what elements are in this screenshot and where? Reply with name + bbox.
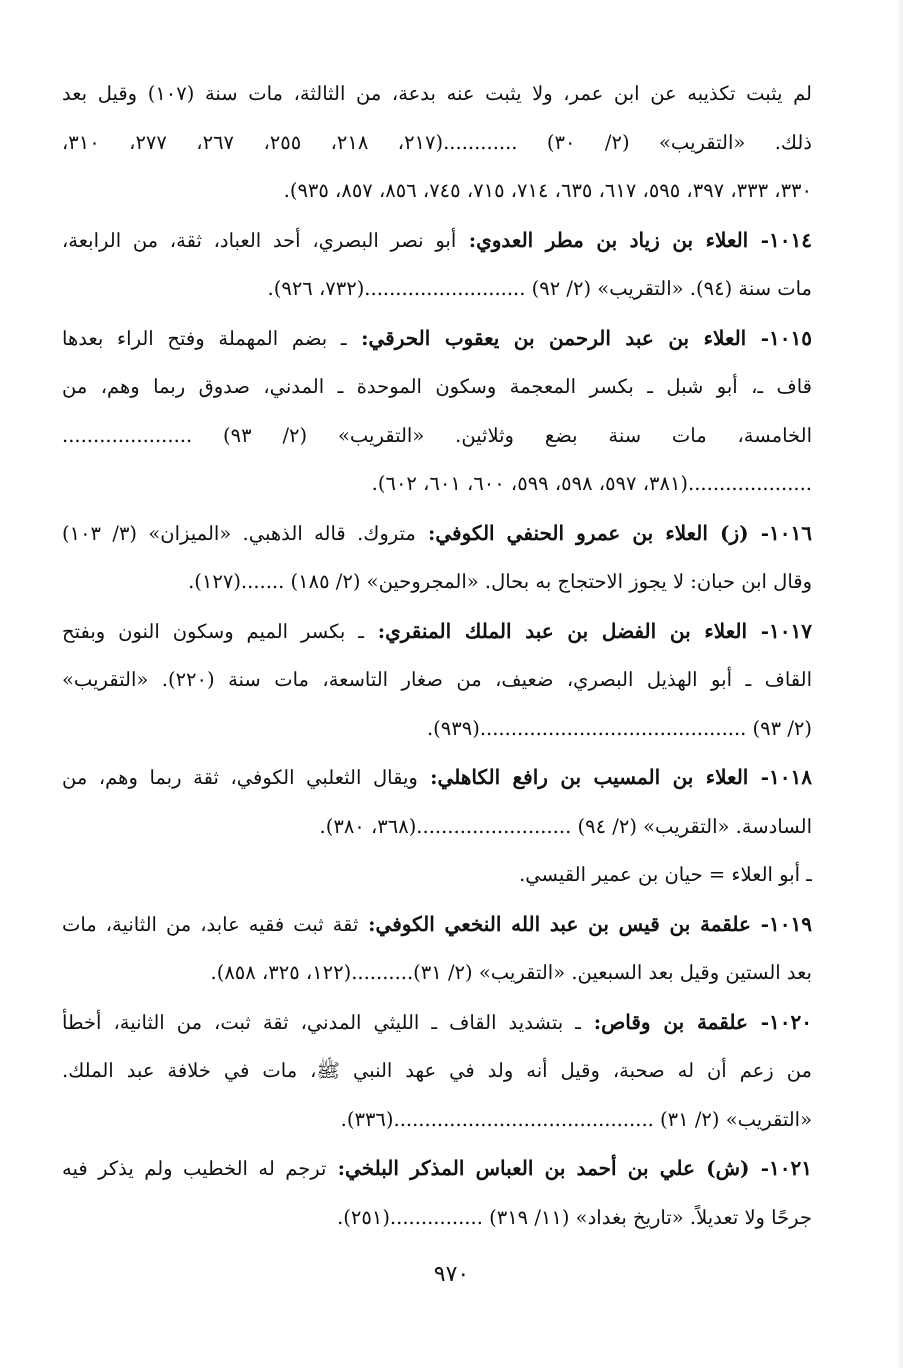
- entry-text: الخامسة، مات سنة بضع وثلاثين. «التقريب» (٢/ ٩٣) .....................: [62, 423, 812, 447]
- entry-1019: [62, 900, 812, 998]
- entry-text: ترجم له الخطيب ولم يذكر فيه: [62, 1157, 327, 1180]
- entry-line: [62, 460, 812, 509]
- entry-line: [62, 803, 812, 852]
- entry-1020: [62, 998, 812, 1145]
- entry-text: جرحًا ولا تعديلاً. «تاريخ بغداد» (١١/ ٣١٩) ...............(٢٥١).: [337, 1205, 812, 1229]
- entry-line: [62, 70, 812, 119]
- entry-text: ويقال الثعلبي الكوفي، ثقة ربما وهم، من: [62, 766, 418, 789]
- entry-text: من زعم أن له صحبة، وقيل أنه ولد في عهد النبي ﷺ، مات في خلافة عبد الملك.: [62, 1059, 812, 1082]
- entry-heading: ١٠١٨- العلاء بن المسيب بن رافع الكاهلي:: [417, 765, 812, 789]
- entry-text: ....................(٣٨١، ٥٩٧، ٥٩٨، ٥٩٩، ٦٠٠، ٦٠١، ٦٠٢).: [371, 472, 812, 495]
- entry-line: [62, 509, 812, 559]
- entry-line: [62, 363, 812, 412]
- entry-line: [62, 1047, 812, 1096]
- entry-line: [62, 1194, 812, 1243]
- entry-text: متروك. قاله الذهبي. «الميزان» (٣/ ١٠٣): [62, 521, 416, 545]
- entry-text: السادسة. «التقريب» (٢/ ٩٤) .........................(٣٦٨، ٣٨٠).: [319, 814, 812, 838]
- entry-text: قاف ـ، أبو شبل ـ بكسر المعجمة وسكون الموحدة ـ المدني، صدوق ربما وهم، من: [62, 375, 812, 398]
- entry-line: [62, 998, 812, 1048]
- entry-line: [62, 705, 812, 754]
- entry-line: [62, 900, 812, 950]
- entry-text: وقال ابن حبان: لا يجوز الاحتجاج به بحال. «المجروحين» (٢/ ١٨٥) .......(١٢٧).: [188, 570, 812, 593]
- entry-line: [62, 1144, 812, 1194]
- entry-line: [62, 558, 812, 607]
- entry-heading: ١٠١٧- العلاء بن الفضل بن عبد الملك المنقري:: [364, 618, 812, 643]
- entry-line: [62, 167, 812, 216]
- entry-line: [62, 265, 812, 314]
- page-number: ٩٧٠: [433, 1262, 470, 1287]
- entry-line: [62, 753, 812, 803]
- entry-text: ٣٣٠، ٣٣٣، ٣٩٧، ٥٩٥، ٦١٧، ٦٣٥، ٧١٤، ٧١٥، ٧٤٥، ٨٥٦، ٨٥٧، ٩٣٥).: [283, 179, 812, 202]
- entry-cont: [62, 70, 812, 216]
- entry-text: لم يثبت تكذيبه عن ابن عمر، ولا يثبت عنه بدعة، من الثالثة، مات سنة (١٠٧) وقيل بعد: [62, 82, 812, 105]
- entry-heading: ١٠١٩- علقمة بن قيس بن عبد الله النخعي الكوفي:: [358, 911, 812, 936]
- entry-text: ـ بتشديد القاف ـ الليثي المدني، ثقة ثبت، من الثانية، أخطأ: [62, 1010, 581, 1034]
- entry-1016: [62, 509, 812, 607]
- entry-line: [62, 412, 812, 461]
- entry-text: مات سنة (٩٤). «التقريب» (٢/ ٩٢) ..........................(٧٣٢، ٩٢٦).: [267, 277, 812, 300]
- entry-heading: ١٠٢١- (ش) علي بن أحمد بن العباس المذكر البلخي:: [326, 1156, 812, 1180]
- entry-1014: [62, 216, 812, 314]
- entry-text: ذلك. «التقريب» (٢/ ٣٠) ............(٢١٧، ٢١٨، ٢٥٥، ٢٦٧، ٢٧٧، ٣١٠،: [62, 130, 812, 154]
- entry-line: [62, 851, 812, 900]
- entry-1015: [62, 314, 812, 509]
- entry-text: القاف ـ أبو الهذيل البصري، ضعيف، من صغار التاسعة، مات سنة (٢٢٠). «التقريب»: [62, 668, 812, 691]
- entry-text: ـ بكسر الميم وسكون النون وبفتح: [62, 619, 365, 643]
- entry-line: [62, 216, 812, 266]
- entry-text: بعد الستين وقيل بعد السبعين. «التقريب» (٢/ ٣١)..........(١٢٢، ٣٢٥، ٨٥٨).: [210, 961, 812, 984]
- entry-text: ـ بضم المهملة وفتح الراء بعدها: [62, 326, 347, 350]
- entry-text: ـ أبو العلاء = حيان بن عمير القيسي.: [519, 863, 812, 886]
- entry-text: أبو نصر البصري، أحد العباد، ثقة، من الرابعة،: [62, 228, 457, 252]
- book-page-text: [62, 70, 812, 1290]
- entry-line: [62, 656, 812, 705]
- entry-heading: ١٠١٥- العلاء بن عبد الرحمن بن يعقوب الحرقي:: [346, 325, 812, 350]
- entry-line: [62, 607, 812, 657]
- entry-heading: ١٠٢٠- علقمة بن وقاص:: [580, 1009, 812, 1034]
- entry-kunya: [62, 851, 812, 900]
- entry-line: [62, 119, 812, 168]
- entry-line: [62, 314, 812, 364]
- entry-1017: [62, 607, 812, 754]
- entry-text: ثقة ثبت فقيه عابد، من الثانية، مات: [62, 912, 359, 936]
- entry-heading: ١٠١٤- العلاء بن زياد بن مطر العدوي:: [456, 227, 812, 252]
- entry-line: [62, 949, 812, 998]
- entry-1021: [62, 1144, 812, 1242]
- entry-heading: ١٠١٦- (ز) العلاء بن عمرو الحنفي الكوفي:: [415, 520, 812, 545]
- entry-line: [62, 1096, 812, 1145]
- entry-text: «التقريب» (٢/ ٣١) ..........................................(٣٣٦).: [340, 1107, 812, 1131]
- entry-1018: [62, 753, 812, 851]
- entry-text: (٢/ ٩٣) ...........................................(٩٣٩).: [426, 716, 812, 740]
- scan-edge: [899, 0, 903, 1368]
